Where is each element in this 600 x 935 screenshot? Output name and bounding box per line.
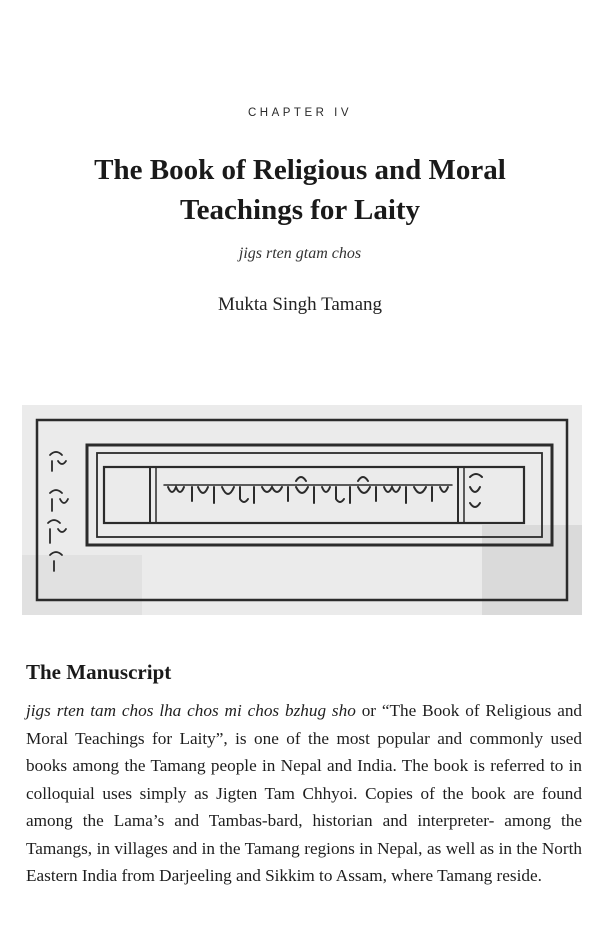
chapter-subtitle: jigs rten gtam chos	[238, 245, 362, 262]
chapter-title	[40, 150, 560, 230]
manuscript-illustration	[22, 405, 582, 615]
paragraph-text: or “The Book of Religious and Moral Teachings for Laity”, is one of the most popular and commonly used books among the Tamang people in Nepal and India. The book is referred to in colloquial uses simply as Jigten Tam Chhyoi. Copies of the book are found among the Lama’s and Tambas-bard, historian and interpreter- among the Tamangs, in villages and in the Tamang regions in Nepal, as well as in the North Eastern India from Darjeeling and Sikkim to Assam, where Tamang reside.	[26, 701, 583, 885]
chapter-title-line-2: Teachings for Laity	[179, 194, 421, 226]
chapter-label: CHAPTER IV	[247, 107, 352, 119]
section-heading: The Manuscript	[26, 660, 172, 684]
body-paragraph	[26, 697, 582, 890]
chapter-author: Mukta Singh Tamang	[217, 294, 383, 315]
chapter-title-line-1: The Book of Religious and Moral	[94, 154, 506, 186]
paragraph-italic-title: jigs rten tam chos lha chos mi chos bzhug sho	[26, 701, 356, 720]
manuscript-image	[22, 405, 582, 615]
